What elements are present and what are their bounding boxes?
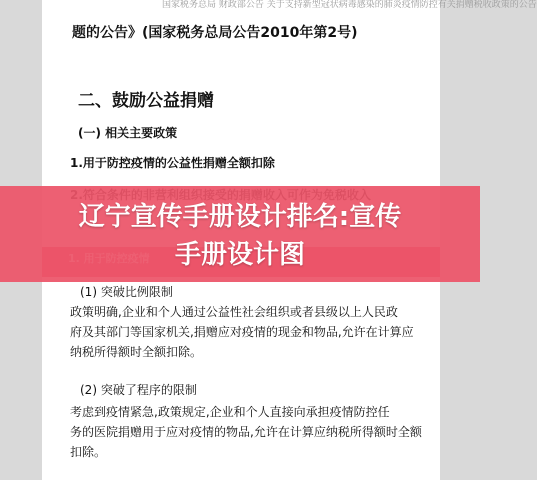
section-heading: 二、鼓励公益捐赠	[78, 91, 214, 111]
paragraph-2-line: 扣除。	[70, 445, 107, 459]
subpoint-2-heading: (2) 突破了程序的限制	[80, 383, 197, 397]
subsection-heading: (一) 相关主要政策	[78, 126, 178, 140]
paragraph-2-line: 考虑到疫情紧急,政策规定,企业和个人直接向承担疫情防控任	[70, 405, 390, 419]
banner-title-line-1: 辽宁宣传手册设计排名:宣传	[78, 202, 402, 232]
paragraph-1-line: 纳税所得额时全额扣除。	[70, 345, 203, 359]
paragraph-1	[70, 302, 420, 362]
paragraph-1-line: 政策明确,企业和个人通过公益性社会组织或者县级以上人民政	[70, 305, 398, 319]
paragraph-2-line: 务的医院捐赠用于应对疫情的物品,允许在计算应纳税所得额时全额	[70, 425, 422, 439]
subpoint-1-heading: (1) 突破比例限制	[80, 285, 173, 299]
paragraph-1-line: 府及其部门等国家机关,捐赠应对疫情的现金和物品,允许在计算应	[70, 325, 414, 339]
policy-item-1: 1.用于防控疫情的公益性捐赠全额扣除	[70, 156, 275, 170]
paragraph-2	[70, 402, 420, 462]
announcement-reference-line: 题的公告》(国家税务总局公告2010年第2号)	[72, 25, 358, 41]
banner-title	[0, 198, 480, 274]
faded-header-text: 国家税务总局 财政部公告 关于支持新型冠状病毒感染的肺炎疫情防控有关捐赠税收政策的公告	[162, 0, 537, 10]
banner-title-line-2: 手册设计图	[174, 240, 305, 270]
